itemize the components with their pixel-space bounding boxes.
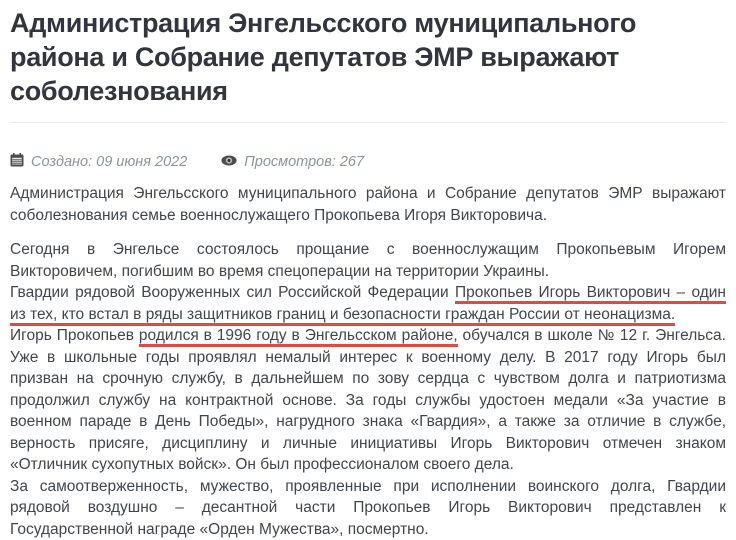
title-divider <box>10 122 726 123</box>
eye-icon <box>221 154 237 170</box>
paragraph-text: Игорь Прокопьев <box>10 327 139 344</box>
created-meta <box>10 153 187 171</box>
paragraph-award <box>10 476 726 540</box>
paragraph-text: За самоотверженность, мужество, проявленные при исполнении воинского долга, Гвардии рядовой воздушно – десантной части Прокопьев Игорь Викторович представлен к Государственной награде «Орден Мужества», посмертно. <box>10 478 726 538</box>
paragraph-lead <box>10 183 726 226</box>
paragraph-guard <box>10 282 726 325</box>
view-count: Просмотров: 267 <box>244 154 364 170</box>
views-meta <box>221 154 364 170</box>
paragraph-text: Администрация Энгельсского муниципального района и Собрание депутатов ЭМР выражают соболезнования семье военнослужащего Прокопьева Игоря Викторовича. <box>10 185 726 224</box>
calendar-icon <box>10 153 24 171</box>
paragraph-biography <box>10 325 726 476</box>
page-title: Администрация Энгельсского муниципального района и Собрание депутатов ЭМР выражают соболезнования <box>10 6 726 108</box>
paragraph-text: обучался в школе № 12 г. Энгельса. Уже в школьные годы проявлял немалый интерес к военному делу. В 2017 году Игорь был призван на срочную службу, в дальнейшем по зову сердца с чувством долга и патриотизма продолжил службу на контрактной основе. За годы службы удостоен медали «За участие в военном параде в День Победы», нагрудного знака «Гвардия», а также за отличие в службе, верность присяге, дисциплину и личные инициативы Игорь Викторович отмечен знаком «Отличник сухопутных войск». Он был профессионалом своего дела. <box>10 327 726 473</box>
article-meta <box>10 153 726 171</box>
article-body <box>10 183 726 540</box>
paragraph-text: Гвардии рядовой Вооруженных сил Российской Федерации <box>10 284 455 301</box>
article-page <box>0 6 736 540</box>
created-date: Создано: 09 июня 2022 <box>31 154 187 170</box>
paragraph-farewell <box>10 239 726 282</box>
red-underlined-text: Прокопьев Игорь Викторович – один из тех, кто встал в ряды защитников границ и безопасности граждан России от неонацизма. <box>10 284 726 326</box>
paragraph-text: Сегодня в Энгельсе состоялось прощание с военнослужащим Прокопьевым Игорем Викторовичем, погибшим во время спецоперации на территории Украины. <box>10 241 726 280</box>
red-underlined-text: родился в 1996 году в Энгельсском районе, <box>139 327 458 347</box>
